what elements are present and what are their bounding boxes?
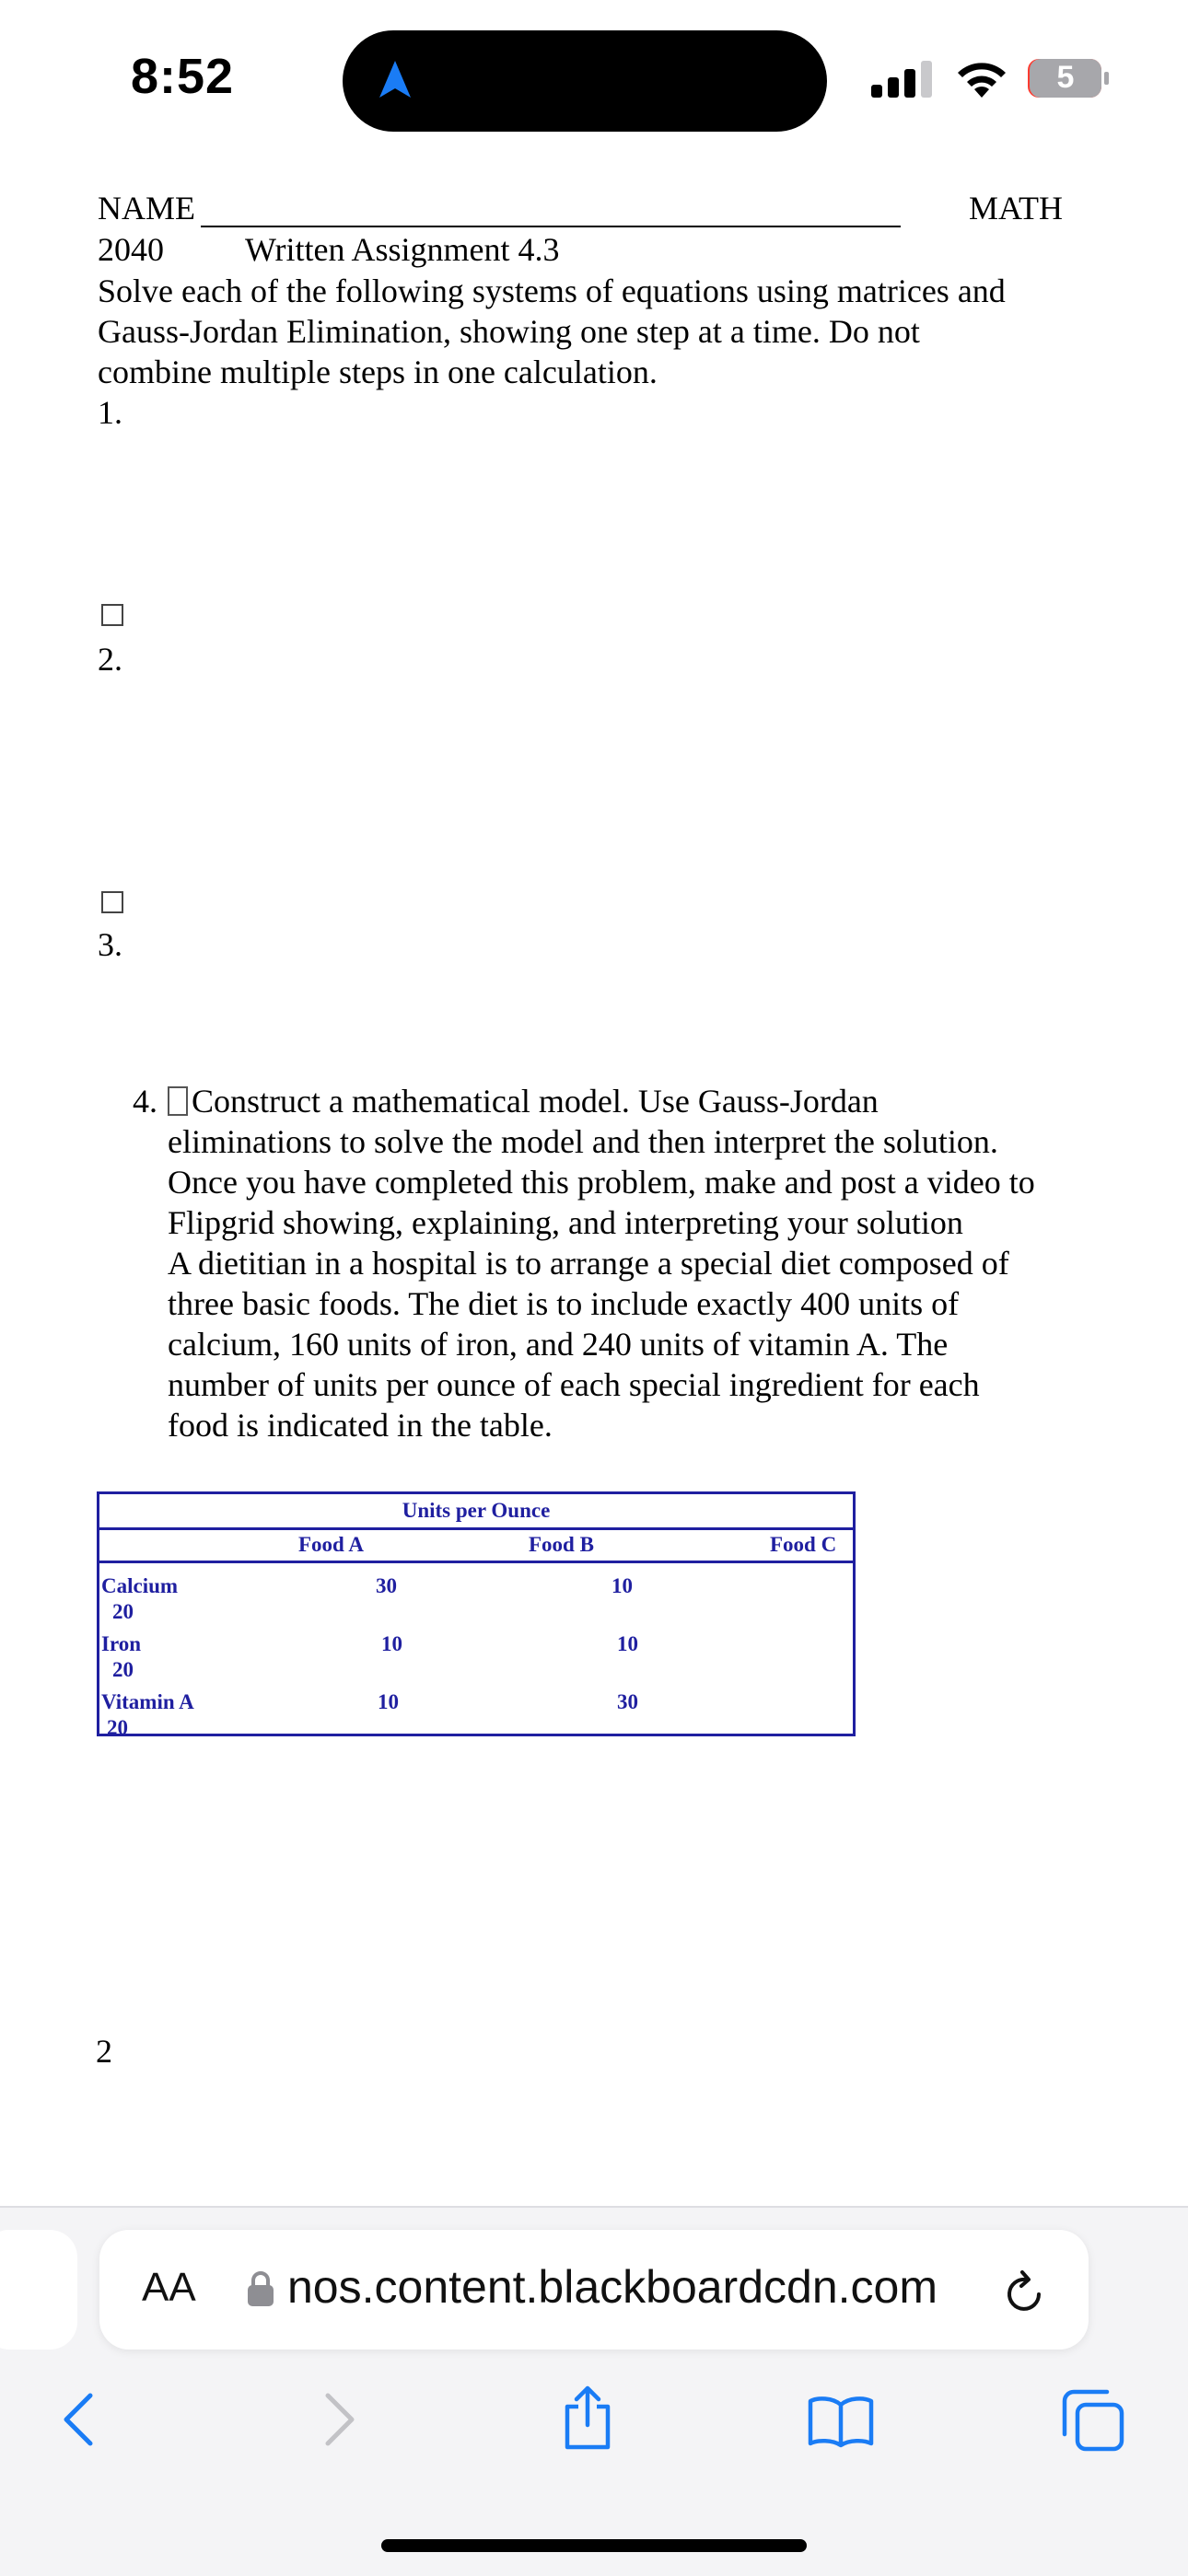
table-cell: 30 — [617, 1690, 638, 1713]
course-label: MATH — [969, 190, 1064, 226]
forward-icon[interactable] — [319, 2390, 359, 2449]
units-per-ounce-table — [97, 1491, 856, 1739]
table-row-label: Vitamin A — [101, 1690, 194, 1713]
assignment-title: Written Assignment 4.3 — [245, 231, 560, 268]
instructions-line-2: Gauss-Jordan Elimination, showing one step at a time. Do not — [98, 313, 920, 350]
problem-4-line: Construct a mathematical model. Use Gauss-Jordan — [192, 1083, 879, 1120]
table-header-food-a: Food A — [298, 1533, 364, 1556]
problem-4-line: calcium, 160 units of iron, and 240 units of vitamin A. The — [168, 1326, 949, 1363]
problem-4-line: food is indicated in the table. — [168, 1407, 553, 1444]
tabs-icon[interactable] — [1061, 2388, 1125, 2453]
status-time: 8:52 — [131, 49, 235, 104]
table-cell: 20 — [112, 1600, 134, 1623]
problem-4-line: eliminations to solve the model and then interpret the solution. — [168, 1123, 998, 1160]
problem-4-line: Flipgrid showing, explaining, and interpreting your solution — [168, 1204, 963, 1241]
page-settings-button[interactable]: AA — [142, 2265, 196, 2310]
problem-4-line: A dietitian in a hospital is to arrange a special diet composed of — [168, 1245, 1009, 1282]
missing-glyph-box — [168, 1086, 188, 1116]
problem-4-line: Once you have completed this problem, make and post a video to — [168, 1164, 1035, 1201]
problem-2-number: 2. — [98, 641, 122, 678]
table-cell: 10 — [617, 1632, 638, 1655]
table-caption: Units per Ounce — [99, 1494, 853, 1530]
table-row-label: Iron — [101, 1632, 142, 1655]
url-text[interactable]: nos.content.blackboardcdn.com — [287, 2261, 938, 2313]
table-cell: 30 — [376, 1574, 397, 1597]
name-label: NAME — [98, 190, 195, 226]
instructions-line-1: Solve each of the following systems of equations using matrices and — [98, 273, 1006, 309]
instructions-line-3: combine multiple steps in one calculation. — [98, 354, 658, 390]
bookmarks-icon[interactable] — [807, 2394, 875, 2449]
lock-icon — [247, 2270, 274, 2307]
cellular-signal-icon — [869, 59, 936, 99]
problem-4-line: number of units per ounce of each special ingredient for each — [168, 1366, 980, 1403]
battery-level: 5 — [1056, 60, 1075, 95]
status-bar — [0, 0, 1188, 157]
back-icon[interactable] — [59, 2390, 99, 2449]
problem-1-number: 1. — [98, 394, 122, 431]
problem-3-number: 3. — [98, 926, 122, 963]
missing-glyph-box — [101, 891, 123, 913]
home-indicator[interactable] — [381, 2539, 807, 2552]
table-header-food-b: Food B — [529, 1533, 594, 1556]
table-cell: 10 — [381, 1632, 402, 1655]
table-cell: 10 — [378, 1690, 399, 1713]
problem-4-line: three basic foods. The diet is to include exactly 400 units of — [168, 1285, 960, 1322]
reload-icon[interactable] — [1004, 2267, 1048, 2315]
problem-4-text — [168, 1081, 1107, 1445]
previous-tab-preview[interactable] — [0, 2230, 77, 2350]
share-icon[interactable] — [558, 2385, 617, 2451]
problem-4-number: 4. — [133, 1083, 157, 1120]
name-underline — [201, 226, 901, 227]
table-row-label: Calcium — [101, 1574, 179, 1597]
location-arrow-icon — [372, 57, 418, 103]
course-number: 2040 — [98, 231, 164, 268]
table-cell: 20 — [107, 1716, 128, 1739]
table-cell: 20 — [112, 1658, 134, 1681]
page-number: 2 — [96, 2033, 112, 2070]
table-header-divider — [99, 1561, 853, 1563]
missing-glyph-box — [101, 604, 123, 626]
table-cell: 10 — [611, 1574, 633, 1597]
wifi-icon — [954, 57, 1009, 99]
table-header-food-c: Food C — [770, 1533, 837, 1556]
